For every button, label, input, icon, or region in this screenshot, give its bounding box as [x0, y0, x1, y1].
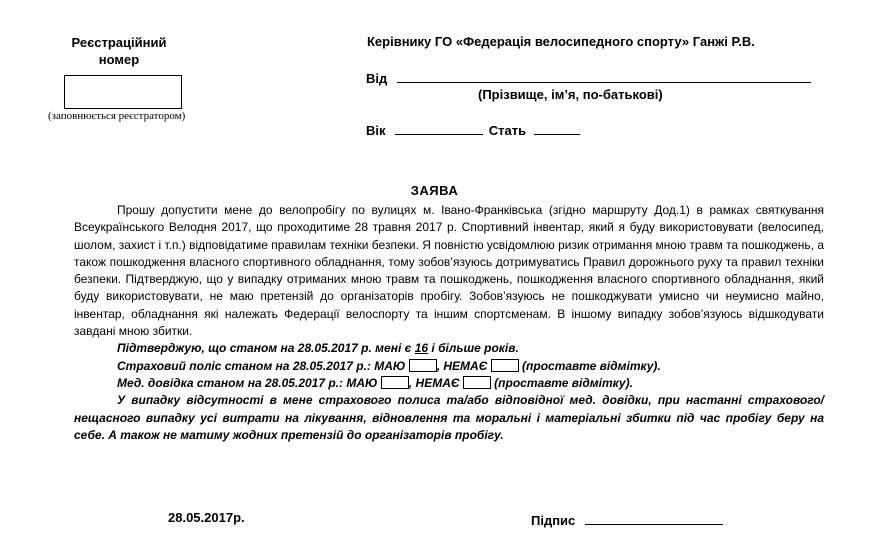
insurance-suffix: (проставте відмітку).	[522, 358, 661, 373]
age-confirm-prefix: Підтверджую, що станом на 28.05.2017 р. мені є	[117, 341, 415, 356]
medical-line	[117, 375, 824, 392]
insurance-prefix: Страховий поліс станом на 28.05.2017 р.: МАЮ	[117, 358, 406, 373]
age-confirmation	[117, 340, 824, 357]
statement-body	[74, 202, 824, 444]
name-hint: (Прізвище, ім’я, по-батькові)	[478, 87, 663, 102]
sex-label: Стать	[488, 123, 527, 138]
document-title: ЗАЯВА	[410, 183, 459, 198]
recipient-line: Керівнику ГО «Федерація велосипедного спорту» Ганжі Р.В.	[367, 34, 755, 49]
age-sex-row	[366, 120, 580, 138]
from-label: Від	[366, 71, 388, 86]
age-confirm-suffix: і більше років.	[428, 341, 519, 356]
from-row	[366, 68, 811, 86]
insurance-middle: , НЕМАЄ	[436, 358, 488, 373]
liability-paragraph: У випадку відсутності в мене страхового полиса та/або відповідної мед. довідки, при настанні страхового/нещасного випадку усі витрати на лікування, відновлення та моральні і матеріальні збитки під час пробігу беру на себе. А також не матиму жодних претензій до організаторів пробігу.	[74, 393, 824, 442]
age-confirm-value: 16	[414, 341, 429, 356]
signature-row	[531, 510, 723, 528]
medical-suffix: (проставте відмітку).	[494, 375, 633, 390]
medical-none-checkbox[interactable]	[463, 376, 491, 389]
signature-label: Підпис	[531, 513, 576, 528]
registration-number-box	[64, 75, 182, 109]
sex-field[interactable]	[534, 120, 580, 135]
medical-prefix: Мед. довідка станом на 28.05.2017 р.: МАЮ	[117, 375, 378, 390]
from-name-field[interactable]	[397, 68, 811, 83]
statement-paragraph: Прошу допустити мене до велопробігу по вулицях м. Івано-Франківська (згідно маршруту Дод.1) в рамках святкування Всеукраїнського Велодня 2017, що проходитиме 28 травня 2017 р. Спортивний інвентар, який я буду використовувати (велосипед, шолом, захист і т.п.) відповідатиме правилам техніки безпеки. Я повністю усвідомлюю ризик отримання мною травм та пошкоджень, а також пошкодження власного спортивного обладнання, тому зобов’язуюсь дотримуватись Правил дорожнього руху та правил техніки безпеки. Підтверджую, що у випадку отриманих мною травм та пошкоджень, пошкодження власного спортивного обладнання, який буду використовувати, не маю претензій до організаторів пробігу. Зобов’язуюсь не пошкоджувати умисно чи неумисно майно, інвентар, обладнання які належать Федерації велоспорту та іншим спортсменам. В іншому випадку зобов’язуюсь відшкодувати завдані мною збитки.	[74, 203, 824, 339]
registration-note: (заповнюється реєстратором)	[48, 110, 186, 122]
medical-have-checkbox[interactable]	[381, 376, 409, 389]
insurance-have-checkbox[interactable]	[409, 359, 437, 372]
reg-label-line2: номер	[98, 52, 140, 67]
registration-number-label	[60, 34, 178, 68]
insurance-line	[117, 358, 824, 375]
reg-label-line1: Реєстраційний	[71, 35, 167, 50]
statement-date: 28.05.2017р.	[168, 510, 245, 525]
signature-field[interactable]	[585, 510, 723, 525]
age-field[interactable]	[395, 120, 483, 135]
age-label: Вік	[366, 123, 386, 138]
medical-middle: , НЕМАЄ	[408, 375, 460, 390]
insurance-none-checkbox[interactable]	[491, 359, 519, 372]
